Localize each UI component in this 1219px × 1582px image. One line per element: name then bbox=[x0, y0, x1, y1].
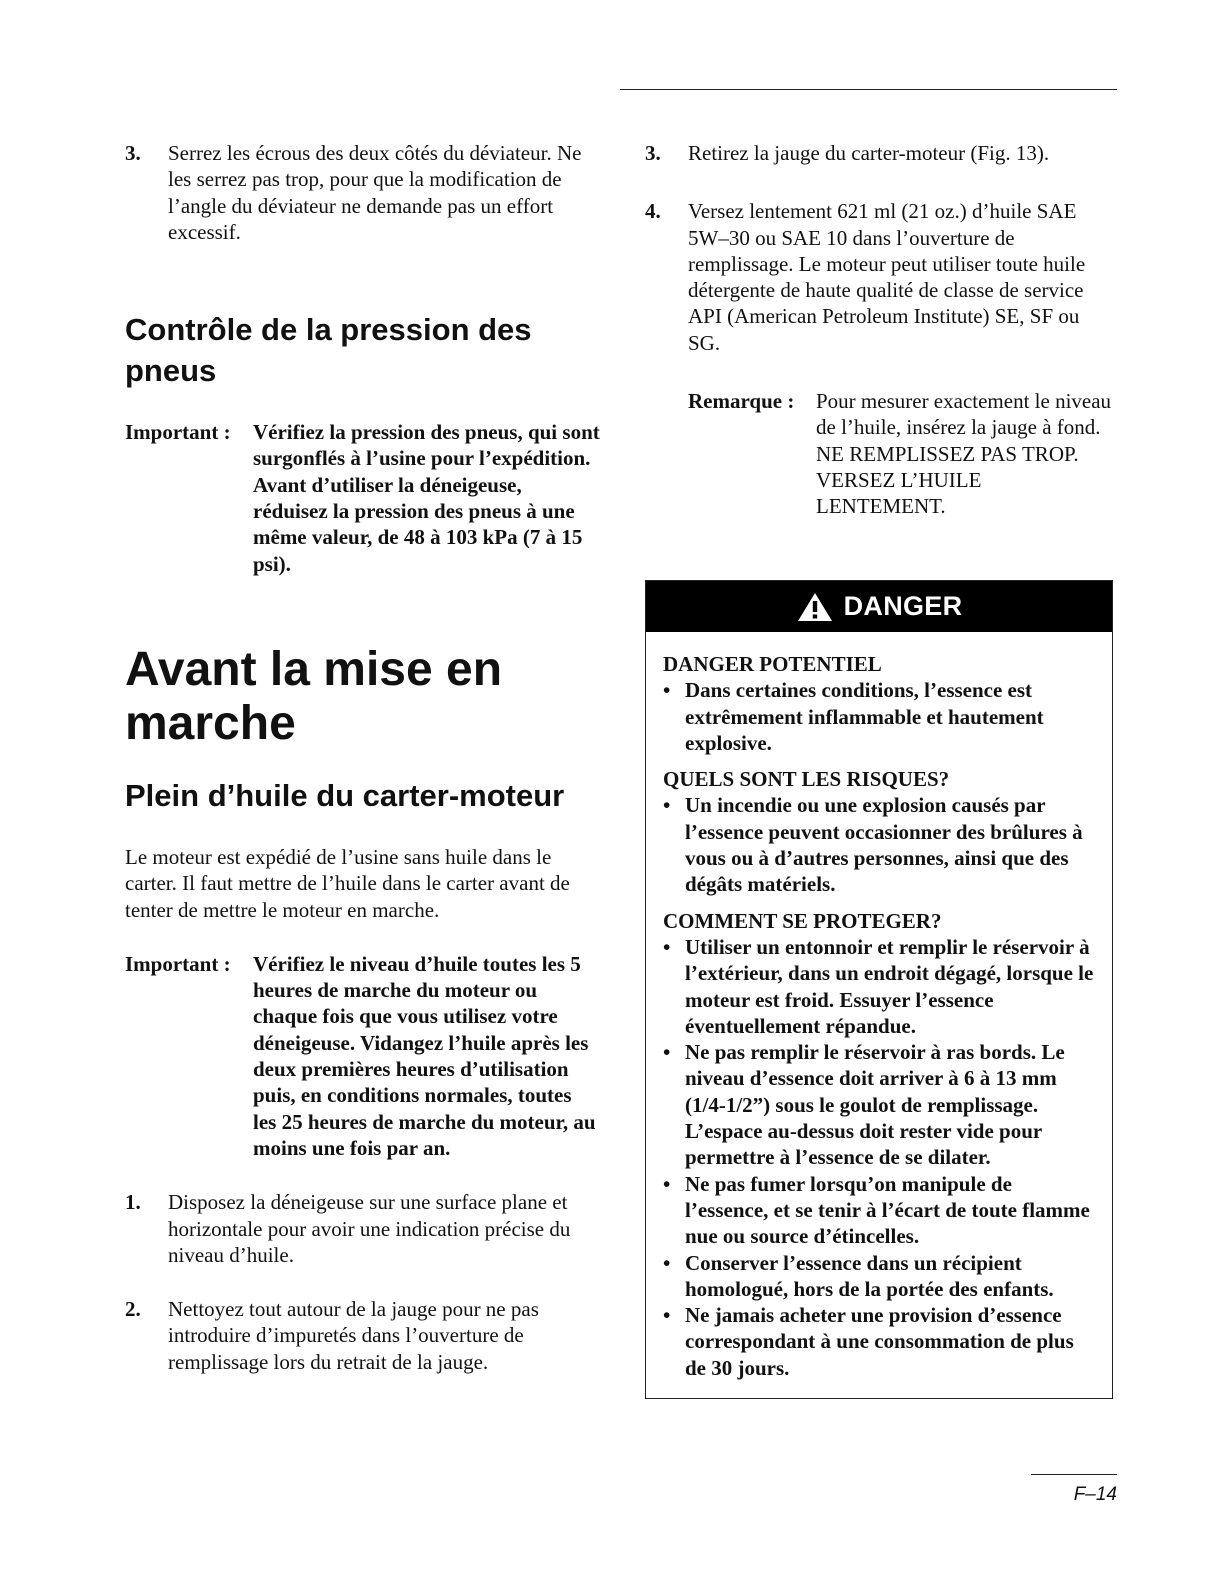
danger-title: DANGER bbox=[843, 591, 963, 621]
danger-bullet bbox=[663, 677, 1094, 756]
step-number: 2. bbox=[125, 1297, 141, 1322]
step-number: 4. bbox=[645, 199, 661, 224]
step-number: 3. bbox=[645, 141, 661, 165]
step-1-level-surface bbox=[125, 1189, 600, 1268]
step-text: Retirez la jauge du carter-moteur (Fig. 13). bbox=[688, 141, 1050, 165]
step-text: Nettoyez tout autour de la jauge pour ne pas introduire d’impuretés dans l’ouverture de remplissage lors du retrait de la jauge. bbox=[168, 1297, 539, 1374]
note-text: Pour mesurer exactement le niveau de l’huile, insérez la jauge à fond. NE REMPLISSEZ PAS TROP. VERSEZ L’HUILE LENTEMENT. bbox=[816, 389, 1112, 519]
bullet-dot: • bbox=[663, 934, 671, 959]
note-label: Important : bbox=[125, 420, 231, 445]
bullet-text: Ne pas remplir le réservoir à ras bords. Le niveau d’essence doit arriver à 6 à 13 mm (1/4-1/2”) sous le goulot de remplissage. L’espace au-dessus doit rester vide pour permettre à l’essence de se dilater. bbox=[685, 1040, 1065, 1170]
note-label: Remarque : bbox=[688, 389, 795, 414]
warning-triangle-icon bbox=[796, 591, 834, 623]
right-column bbox=[645, 140, 1115, 520]
danger-box bbox=[645, 580, 1113, 1399]
bullet-text: Utiliser un entonnoir et remplir le réservoir à l’extérieur, dans un endroit dégagé, lorsque le moteur est froid. Essuyer l’essence éventuellement répandue. bbox=[685, 934, 1094, 1038]
step-text: Versez lentement 621 ml (21 oz.) d’huile SAE 5W–30 ou SAE 10 dans l’ouverture de remplissage. Le moteur peut utiliser toute huile détergente de haute qualité de classe de service API (American Petroleum Institute) SE, SF ou SG. bbox=[688, 199, 1086, 355]
oil-check-note bbox=[125, 951, 600, 1161]
tire-pressure-note bbox=[125, 419, 600, 577]
note-text: Vérifiez la pression des pneus, qui sont surgonflés à l’usine pour l’expédition. Avant d’utiliser la déneigeuse, réduisez la pression des pneus à une même valeur, de 48 à 103 kPa (7 à 15 psi). bbox=[253, 420, 600, 576]
bullet-dot: • bbox=[663, 793, 671, 818]
note-text: Vérifiez le niveau d’huile toutes les 5 heures de marche du moteur ou chaque fois que vous utilisez votre déneigeuse. Vidangez l’huile après les deux premières heures d’utilisation puis, en conditions normales, toutes les 25 heures de marche du moteur, au moins une fois par an. bbox=[253, 951, 596, 1160]
danger-section-heading: DANGER POTENTIEL bbox=[663, 652, 882, 676]
danger-section bbox=[663, 651, 1094, 756]
danger-bullet bbox=[663, 792, 1094, 897]
step-3-deflector bbox=[125, 140, 600, 245]
section-title: Avant la mise en marche bbox=[125, 642, 503, 750]
danger-bullet bbox=[663, 934, 1094, 1039]
page-number: F–14 bbox=[1073, 1484, 1117, 1505]
oil-fill-heading: Plein d’huile du carter-moteur bbox=[125, 777, 565, 813]
step-number: 3. bbox=[125, 141, 141, 165]
danger-header bbox=[646, 581, 1112, 632]
bullet-text: Conserver l’essence dans un récipient homologué, hors de la portée des enfants. bbox=[685, 1250, 1054, 1301]
bullet-dot: • bbox=[663, 1171, 671, 1196]
bullet-text: Dans certaines conditions, l’essence est extrêmement inflammable et hautement explosive. bbox=[685, 678, 1044, 755]
danger-bullet bbox=[663, 1171, 1094, 1250]
step-text: Serrez les écrous des deux côtés du déviateur. Ne les serrez pas trop, pour que la modification de l’angle du déviateur ne demande pas un effort excessif. bbox=[168, 141, 582, 244]
step-4-pour-oil bbox=[645, 198, 1115, 356]
danger-section bbox=[663, 908, 1094, 1381]
danger-bullet bbox=[663, 1302, 1094, 1381]
danger-body bbox=[646, 632, 1112, 1381]
bullet-text: Ne pas fumer lorsqu’on manipule de l’essence, et se tenir à l’écart de toute flamme nue ou source d’étincelles. bbox=[685, 1171, 1090, 1249]
danger-bullet bbox=[663, 1250, 1094, 1303]
danger-section bbox=[663, 766, 1094, 897]
remark-note bbox=[688, 388, 1115, 519]
oil-intro-paragraph: Le moteur est expédié de l’usine sans huile dans le carter. Il faut mettre de l’huile dans le carter avant de tenter de mettre le moteur en marche. bbox=[125, 844, 570, 922]
tire-pressure-heading: Contrôle de la pression des pneus bbox=[125, 312, 532, 389]
bullet-dot: • bbox=[663, 1040, 671, 1065]
step-number: 1. bbox=[125, 1190, 141, 1215]
top-rule bbox=[620, 89, 1117, 90]
step-2-clean-dipstick bbox=[125, 1296, 600, 1375]
left-column bbox=[125, 140, 600, 1375]
bullet-dot: • bbox=[663, 1303, 671, 1328]
danger-bullet bbox=[663, 1039, 1094, 1170]
danger-section-heading: QUELS SONT LES RISQUES? bbox=[663, 767, 950, 792]
bullet-dot: • bbox=[663, 678, 671, 703]
step-3-remove-dipstick bbox=[645, 140, 1115, 166]
danger-section-heading: COMMENT SE PROTEGER? bbox=[663, 908, 942, 933]
bullet-text: Un incendie ou une explosion causés par l’essence peuvent occasionner des brûlures à vous ou à d’autres personnes, ainsi que des dégâts matériels. bbox=[685, 793, 1083, 897]
footer-rule bbox=[1031, 1474, 1117, 1475]
note-label: Important : bbox=[125, 951, 231, 976]
bullet-dot: • bbox=[663, 1250, 671, 1275]
step-text: Disposez la déneigeuse sur une surface plane et horizontale pour avoir une indication précise du niveau d’huile. bbox=[168, 1190, 571, 1267]
bullet-text: Ne jamais acheter une provision d’essence correspondant à une consommation de plus de 30 jours. bbox=[685, 1303, 1074, 1380]
